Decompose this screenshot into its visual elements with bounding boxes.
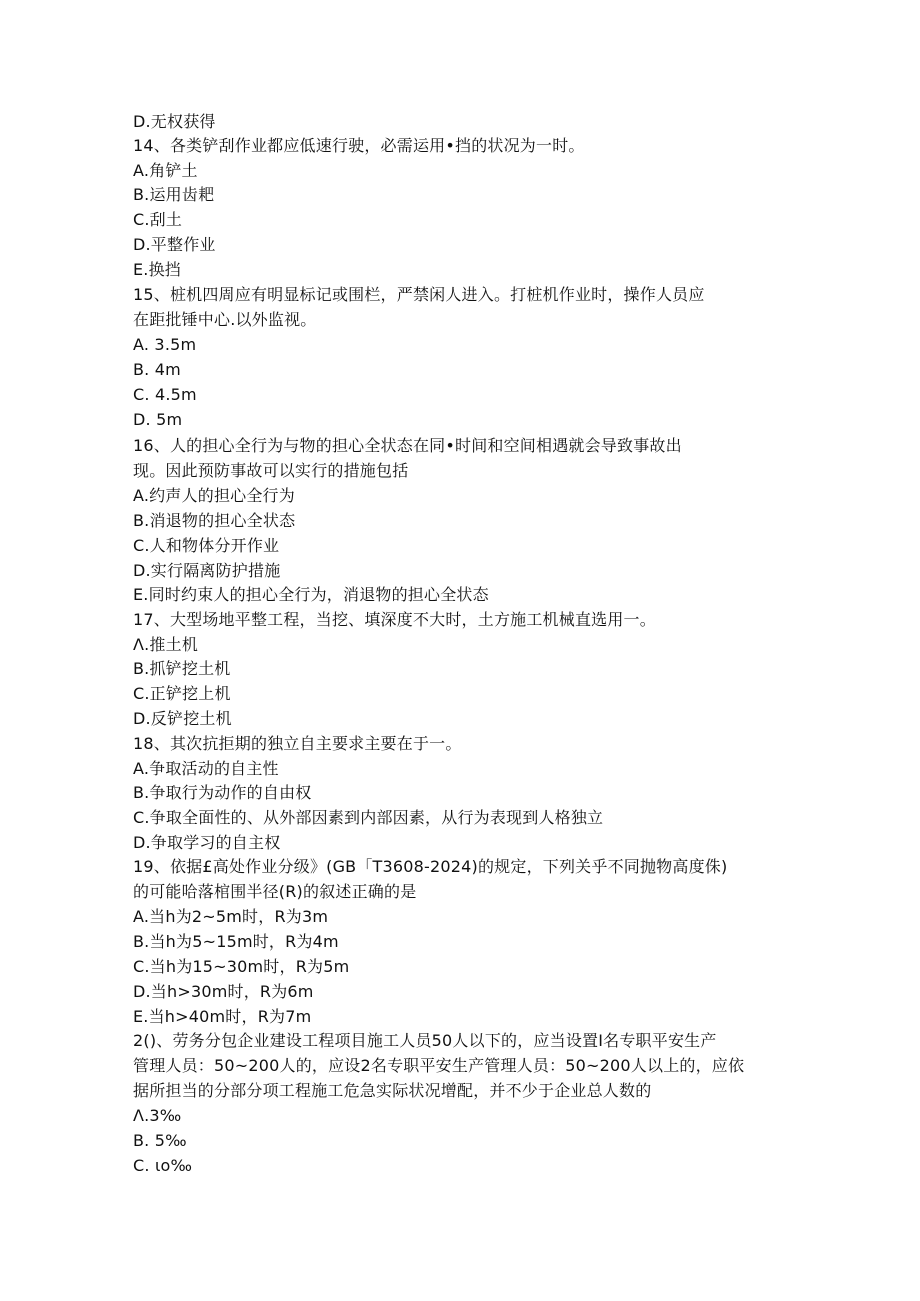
- option-line: C.争取全面性的、从外部因素到内部因素，从行为表现到人格独立: [133, 808, 604, 827]
- option-line: D.实行隔离防护措施: [133, 561, 281, 580]
- option-line: C.当h为15~30m时，R为5m: [133, 957, 350, 976]
- question-15-stem: 15、桩机四周应有明显标记或围栏，严禁闲人进入。打桩机作业时，操作人员应: [133, 285, 705, 304]
- option-line: Λ.3‰: [133, 1106, 182, 1125]
- option-line: C.正铲挖上机: [133, 684, 231, 703]
- option-line: C.刮土: [133, 210, 183, 229]
- option-line: E.同时约束人的担心全行为，消退物的担心全状态: [133, 585, 489, 604]
- question-16-stem-cont: 现。因此预防事故可以实行的措施包括: [133, 461, 409, 480]
- question-17-stem: 17、大型场地平整工程，当挖、填深度不大时，土方施工机械直选用一。: [133, 610, 656, 629]
- option-line: B.争取行为动作的自由权: [133, 783, 312, 802]
- option-line: E.换挡: [133, 260, 181, 279]
- option-line: D.当h>30m时，R为6m: [133, 982, 314, 1001]
- question-19-stem: 19、依据£高处作业分级》(GB「T3608-2024)的规定，下列关乎不同抛物高度侏): [133, 857, 728, 876]
- option-line: C. 4.5m: [133, 385, 197, 404]
- option-line: B.消退物的担心全状态: [133, 511, 296, 530]
- question-20-stem-cont: 据所担当的分部分项工程施工危急实际状况增配，并不少于企业总人数的: [133, 1081, 652, 1100]
- option-line: Λ.推土机: [133, 635, 199, 654]
- option-line: B. 5‰: [133, 1131, 187, 1150]
- option-line: C.人和物体分开作业: [133, 536, 280, 555]
- question-18-stem: 18、其次抗拒期的独立自主要求主要在于一。: [133, 734, 462, 753]
- question-16-stem: 16、人的担心全行为与物的担心全状态在同•时间和空间相遇就会导致事故出: [133, 436, 682, 455]
- option-line: B.抓铲挖土机: [133, 659, 231, 678]
- option-line: D.反铲挖土机: [133, 709, 232, 728]
- question-20-stem-cont: 管理人员：50~200人的，应设2名专职平安生产管理人员：50~200人以上的，应依: [133, 1056, 745, 1075]
- option-line: D.争取学习的自主权: [133, 833, 281, 852]
- question-20-stem: 2()、劳务分包企业建设工程项目施工人员50人以下的，应当设置I名专职平安生产: [133, 1031, 717, 1050]
- question-19-stem-cont: 的可能哈落棺围半径(R)的叙述正确的是: [133, 882, 417, 901]
- option-line: A.争取活动的自主性: [133, 759, 279, 778]
- question-15-stem-cont: 在距批锤中心.以外监视。: [133, 310, 317, 329]
- option-line: D. 5m: [133, 410, 183, 429]
- option-line: B. 4m: [133, 360, 181, 379]
- option-line: D.平整作业: [133, 235, 216, 254]
- option-line: B.运用齿耙: [133, 185, 215, 204]
- option-line: B.当h为5~15m时，R为4m: [133, 932, 339, 951]
- option-line: A.当h为2~5m时，R为3m: [133, 907, 329, 926]
- question-14-stem: 14、各类铲刮作业都应低速行驶，必需运用•挡的状况为一时。: [133, 136, 585, 155]
- option-line: A. 3.5m: [133, 335, 197, 354]
- option-line: A.角铲土: [133, 161, 198, 180]
- option-line: A.约声人的担心全行为: [133, 486, 295, 505]
- text-line: D.无权获得: [133, 112, 216, 131]
- option-line: C. ιo‰: [133, 1156, 193, 1175]
- option-line: E.当h>40m时，R为7m: [133, 1007, 312, 1026]
